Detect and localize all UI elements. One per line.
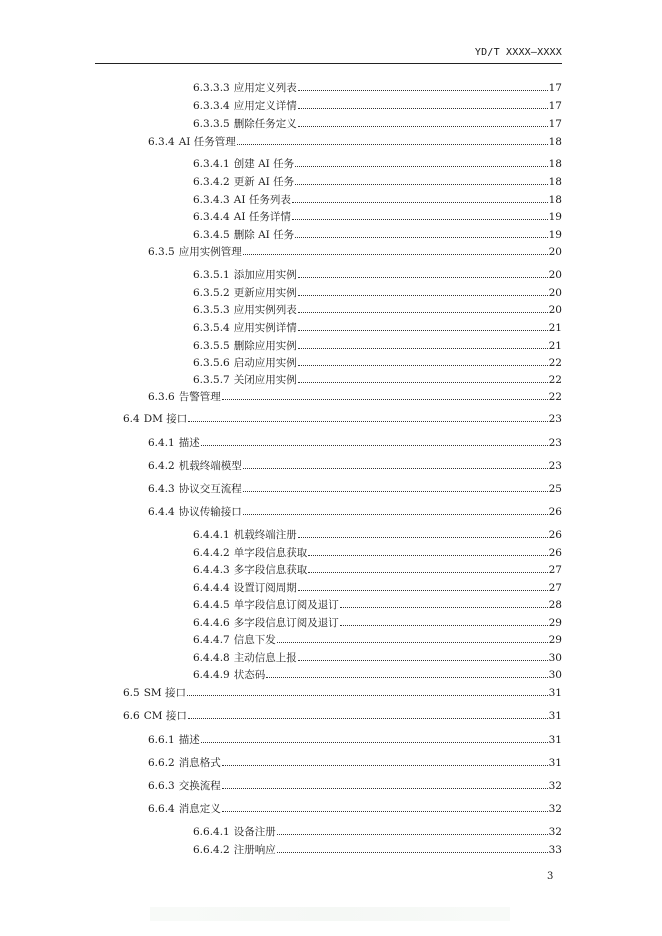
toc-entry-page: 17 <box>548 118 562 130</box>
toc-entry[interactable] <box>148 436 562 450</box>
toc-entry-number: 6.3.5.7 <box>193 374 230 386</box>
toc-entry-title: 告警管理 <box>178 391 221 403</box>
toc-entry-page: 31 <box>548 710 562 722</box>
toc-entry-number: 6.4.4.5 <box>193 599 230 611</box>
toc-entry[interactable] <box>193 99 562 113</box>
toc-dot-leader <box>222 399 548 400</box>
toc-dot-leader <box>187 695 548 696</box>
toc-entry[interactable] <box>193 193 562 207</box>
toc-dot-leader <box>188 421 547 422</box>
toc-dot-leader <box>298 382 548 383</box>
toc-entry-number: 6.6.1 <box>148 734 175 746</box>
toc-entry-number: 6.3.4.5 <box>193 229 230 241</box>
toc-entry-page: 26 <box>548 506 562 518</box>
toc-dot-leader <box>243 254 548 255</box>
toc-entry-number: 6.6.4 <box>148 803 175 815</box>
toc-entry-page: 27 <box>548 564 562 576</box>
toc-dot-leader <box>277 834 548 835</box>
toc-entry[interactable] <box>148 390 562 404</box>
toc-entry-number: 6.3.5 <box>148 246 175 258</box>
toc-entry-number: 6.4.4.3 <box>193 564 230 576</box>
toc-dot-leader <box>295 166 547 167</box>
toc-entry-page: 18 <box>548 194 562 206</box>
toc-entry-page: 22 <box>548 357 562 369</box>
toc-entry[interactable] <box>193 843 562 857</box>
toc-dot-leader <box>188 718 548 719</box>
toc-entry-page: 29 <box>548 634 562 646</box>
toc-dot-leader <box>298 90 548 91</box>
toc-dot-leader <box>277 642 548 643</box>
toc-entry[interactable] <box>193 616 562 630</box>
toc-entry[interactable] <box>193 356 562 370</box>
toc-entry-title: 应用定义详情 <box>233 100 297 112</box>
toc-entry-page: 18 <box>548 158 562 170</box>
toc-entry-title: 多字段信息获取 <box>233 564 308 576</box>
toc-entry-number: 6.4.4.2 <box>193 547 230 559</box>
toc-entry-title: 协议传输接口 <box>178 506 242 518</box>
toc-entry-page: 27 <box>548 582 562 594</box>
header-rule <box>95 63 562 64</box>
toc-entry-title: AI 任务详情 <box>233 211 291 223</box>
toc-entry-page: 28 <box>548 599 562 611</box>
toc-dot-leader <box>295 237 547 238</box>
toc-dot-leader <box>298 660 548 661</box>
toc-dot-leader <box>298 365 548 366</box>
toc-entry-title: 设备注册 <box>233 826 276 838</box>
toc-entry[interactable] <box>193 268 562 282</box>
toc-entry-number: 6.3.3.5 <box>193 118 230 130</box>
toc-entry-title: 应用定义列表 <box>233 82 297 94</box>
toc-entry-number: 6.4.3 <box>148 483 175 495</box>
toc-entry[interactable] <box>193 228 562 242</box>
toc-entry-title: 更新应用实例 <box>233 287 297 299</box>
toc-entry-number: 6.6.4.2 <box>193 844 230 856</box>
toc-dot-leader <box>298 330 548 331</box>
toc-entry[interactable] <box>193 825 562 839</box>
toc-dot-leader <box>340 607 548 608</box>
toc-entry-number: 6.4.4 <box>148 506 175 518</box>
toc-entry[interactable] <box>148 779 562 793</box>
faint-footer-band <box>150 907 510 921</box>
toc-entry-number: 6.4.1 <box>148 437 175 449</box>
toc-entry-number: 6.3.5.2 <box>193 287 230 299</box>
toc-entry-page: 18 <box>548 136 562 148</box>
toc-entry-title: 创建 AI 任务 <box>233 158 295 170</box>
toc-dot-leader <box>308 572 547 573</box>
toc-entry[interactable] <box>193 117 562 131</box>
toc-entry-page: 19 <box>548 211 562 223</box>
toc-dot-leader <box>298 295 548 296</box>
toc-entry[interactable] <box>193 528 562 542</box>
toc-entry-title: 协议交互流程 <box>178 483 242 495</box>
toc-entry[interactable] <box>123 686 562 700</box>
toc-entry-title: 多字段信息订阅及退订 <box>233 617 339 629</box>
toc-entry-title: 添加应用实例 <box>233 269 297 281</box>
toc-entry-page: 26 <box>548 529 562 541</box>
toc-entry-number: 6.3.4.3 <box>193 194 230 206</box>
toc-entry-page: 18 <box>548 176 562 188</box>
toc-dot-leader <box>243 514 548 515</box>
toc-dot-leader <box>222 765 548 766</box>
toc-entry-title: 设置订阅周期 <box>233 582 297 594</box>
toc-entry-title: 应用实例列表 <box>233 304 297 316</box>
toc-entry-page: 20 <box>548 246 562 258</box>
toc-entry-page: 23 <box>548 413 562 425</box>
toc-entry[interactable] <box>193 598 562 612</box>
toc-entry-title: 删除 AI 任务 <box>233 229 295 241</box>
toc-entry[interactable] <box>123 412 562 426</box>
toc-entry-number: 6.3.4.4 <box>193 211 230 223</box>
toc-entry-page: 32 <box>548 780 562 792</box>
toc-entry-number: 6.6.4.1 <box>193 826 230 838</box>
toc-dot-leader <box>298 277 548 278</box>
toc-entry-page: 20 <box>548 269 562 281</box>
toc-entry-title: AI 任务列表 <box>233 194 291 206</box>
toc-entry[interactable] <box>193 157 562 171</box>
toc-entry-title: 应用实例详情 <box>233 322 297 334</box>
toc-entry-title: 描述 <box>178 734 200 746</box>
toc-entry[interactable] <box>193 81 562 95</box>
toc-entry-page: 30 <box>548 669 562 681</box>
toc-entry-title: DM 接口 <box>143 413 188 425</box>
toc-entry-page: 22 <box>548 391 562 403</box>
toc-entry-page: 32 <box>548 826 562 838</box>
toc-entry-page: 30 <box>548 652 562 664</box>
document-code-header: YD/T XXXX—XXXX <box>474 47 562 58</box>
toc-entry-number: 6.4.4.4 <box>193 582 230 594</box>
toc-dot-leader <box>298 126 548 127</box>
toc-dot-leader <box>277 852 548 853</box>
toc-entry[interactable] <box>193 321 562 335</box>
toc-entry-page: 33 <box>548 844 562 856</box>
toc-entry-title: 消息定义 <box>178 803 221 815</box>
toc-entry[interactable] <box>193 373 562 387</box>
toc-entry-number: 6.6.3 <box>148 780 175 792</box>
toc-entry[interactable] <box>148 733 562 747</box>
toc-dot-leader <box>298 590 548 591</box>
toc-dot-leader <box>201 742 548 743</box>
toc-entry-number: 6.4.4.8 <box>193 652 230 664</box>
toc-dot-leader <box>295 184 547 185</box>
toc-entry-number: 6.4 <box>123 413 140 425</box>
toc-entry-title: 交换流程 <box>178 780 221 792</box>
toc-dot-leader <box>266 677 547 678</box>
toc-entry-number: 6.3.3.4 <box>193 100 230 112</box>
toc-dot-leader <box>243 491 548 492</box>
toc-entry-page: 26 <box>548 547 562 559</box>
toc-entry[interactable] <box>148 245 562 259</box>
toc-entry[interactable] <box>193 651 562 665</box>
toc-entry-number: 6.3.6 <box>148 391 175 403</box>
toc-entry[interactable] <box>148 505 562 519</box>
toc-entry-number: 6.3.4.2 <box>193 176 230 188</box>
toc-entry[interactable] <box>193 210 562 224</box>
toc-dot-leader <box>298 537 548 538</box>
toc-entry[interactable] <box>148 802 562 816</box>
toc-entry-title: 应用实例管理 <box>178 246 242 258</box>
toc-dot-leader <box>292 202 548 203</box>
toc-entry-title: 单字段信息订阅及退订 <box>233 599 339 611</box>
toc-entry-title: CM 接口 <box>143 710 187 722</box>
toc-entry-page: 20 <box>548 304 562 316</box>
toc-entry[interactable] <box>193 563 562 577</box>
toc-entry[interactable] <box>123 709 562 723</box>
toc-entry-number: 6.3.5.4 <box>193 322 230 334</box>
toc-entry-page: 21 <box>548 340 562 352</box>
toc-dot-leader <box>243 468 548 469</box>
toc-entry-number: 6.3.3.3 <box>193 82 230 94</box>
toc-entry[interactable] <box>193 303 562 317</box>
toc-entry-number: 6.3.4.1 <box>193 158 230 170</box>
toc-entry-title: 更新 AI 任务 <box>233 176 295 188</box>
toc-entry-number: 6.4.4.1 <box>193 529 230 541</box>
toc-entry[interactable] <box>148 459 562 473</box>
toc-entry[interactable] <box>193 668 562 682</box>
toc-entry[interactable] <box>193 339 562 353</box>
toc-entry[interactable] <box>193 546 562 560</box>
toc-dot-leader <box>298 312 548 313</box>
toc-entry-title: 机载终端注册 <box>233 529 297 541</box>
toc-dot-leader <box>222 788 548 789</box>
toc-entry-title: 注册响应 <box>233 844 276 856</box>
toc-entry-number: 6.4.2 <box>148 460 175 472</box>
toc-entry-number: 6.5 <box>123 687 140 699</box>
toc-entry-title: 描述 <box>178 437 200 449</box>
toc-entry-title: 删除应用实例 <box>233 340 297 352</box>
toc-entry-number: 6.3.5.6 <box>193 357 230 369</box>
toc-entry-page: 19 <box>548 229 562 241</box>
toc-entry-number: 6.6.2 <box>148 757 175 769</box>
toc-entry-number: 6.6 <box>123 710 140 722</box>
toc-entry-title: 主动信息上报 <box>233 652 297 664</box>
toc-entry[interactable] <box>193 581 562 595</box>
toc-entry-page: 22 <box>548 374 562 386</box>
toc-dot-leader <box>237 144 548 145</box>
toc-dot-leader <box>298 348 548 349</box>
toc-entry-title: 机载终端模型 <box>178 460 242 472</box>
toc-dot-leader <box>340 625 548 626</box>
toc-entry-page: 17 <box>548 100 562 112</box>
toc-entry[interactable] <box>193 175 562 189</box>
toc-entry-title: 状态码 <box>233 669 266 681</box>
toc-entry-page: 25 <box>548 483 562 495</box>
toc-entry-title: 启动应用实例 <box>233 357 297 369</box>
toc-entry[interactable] <box>148 756 562 770</box>
toc-entry[interactable] <box>148 482 562 496</box>
toc-dot-leader <box>308 555 547 556</box>
toc-dot-leader <box>292 219 548 220</box>
toc-entry-page: 21 <box>548 322 562 334</box>
toc-entry-number: 6.3.5.1 <box>193 269 230 281</box>
toc-entry-number: 6.4.4.6 <box>193 617 230 629</box>
toc-entry-page: 29 <box>548 617 562 629</box>
toc-entry-page: 23 <box>548 437 562 449</box>
page-number: 3 <box>547 871 554 882</box>
toc-entry-page: 31 <box>548 687 562 699</box>
toc-entry[interactable] <box>193 633 562 647</box>
toc-entry-page: 31 <box>548 734 562 746</box>
toc-entry-page: 20 <box>548 287 562 299</box>
toc-entry-title: 删除任务定义 <box>233 118 297 130</box>
toc-dot-leader <box>201 445 548 446</box>
toc-entry-number: 6.4.4.7 <box>193 634 230 646</box>
toc-entry-title: 关闭应用实例 <box>233 374 297 386</box>
toc-entry-title: SM 接口 <box>143 687 186 699</box>
toc-entry-number: 6.3.5.5 <box>193 340 230 352</box>
toc-entry-title: 单字段信息获取 <box>233 547 308 559</box>
toc-entry-number: 6.3.4 <box>148 136 175 148</box>
toc-entry-title: 信息下发 <box>233 634 276 646</box>
toc-entry-number: 6.4.4.9 <box>193 669 230 681</box>
toc-entry-title: AI 任务管理 <box>178 136 236 148</box>
toc-entry-page: 31 <box>548 757 562 769</box>
toc-entry-title: 消息格式 <box>178 757 221 769</box>
toc-entry-page: 23 <box>548 460 562 472</box>
toc-dot-leader <box>298 108 548 109</box>
toc-entry[interactable] <box>193 286 562 300</box>
toc-entry[interactable] <box>148 135 562 149</box>
toc-entry-page: 32 <box>548 803 562 815</box>
toc-entry-page: 17 <box>548 82 562 94</box>
toc-dot-leader <box>222 811 548 812</box>
toc-entry-number: 6.3.5.3 <box>193 304 230 316</box>
